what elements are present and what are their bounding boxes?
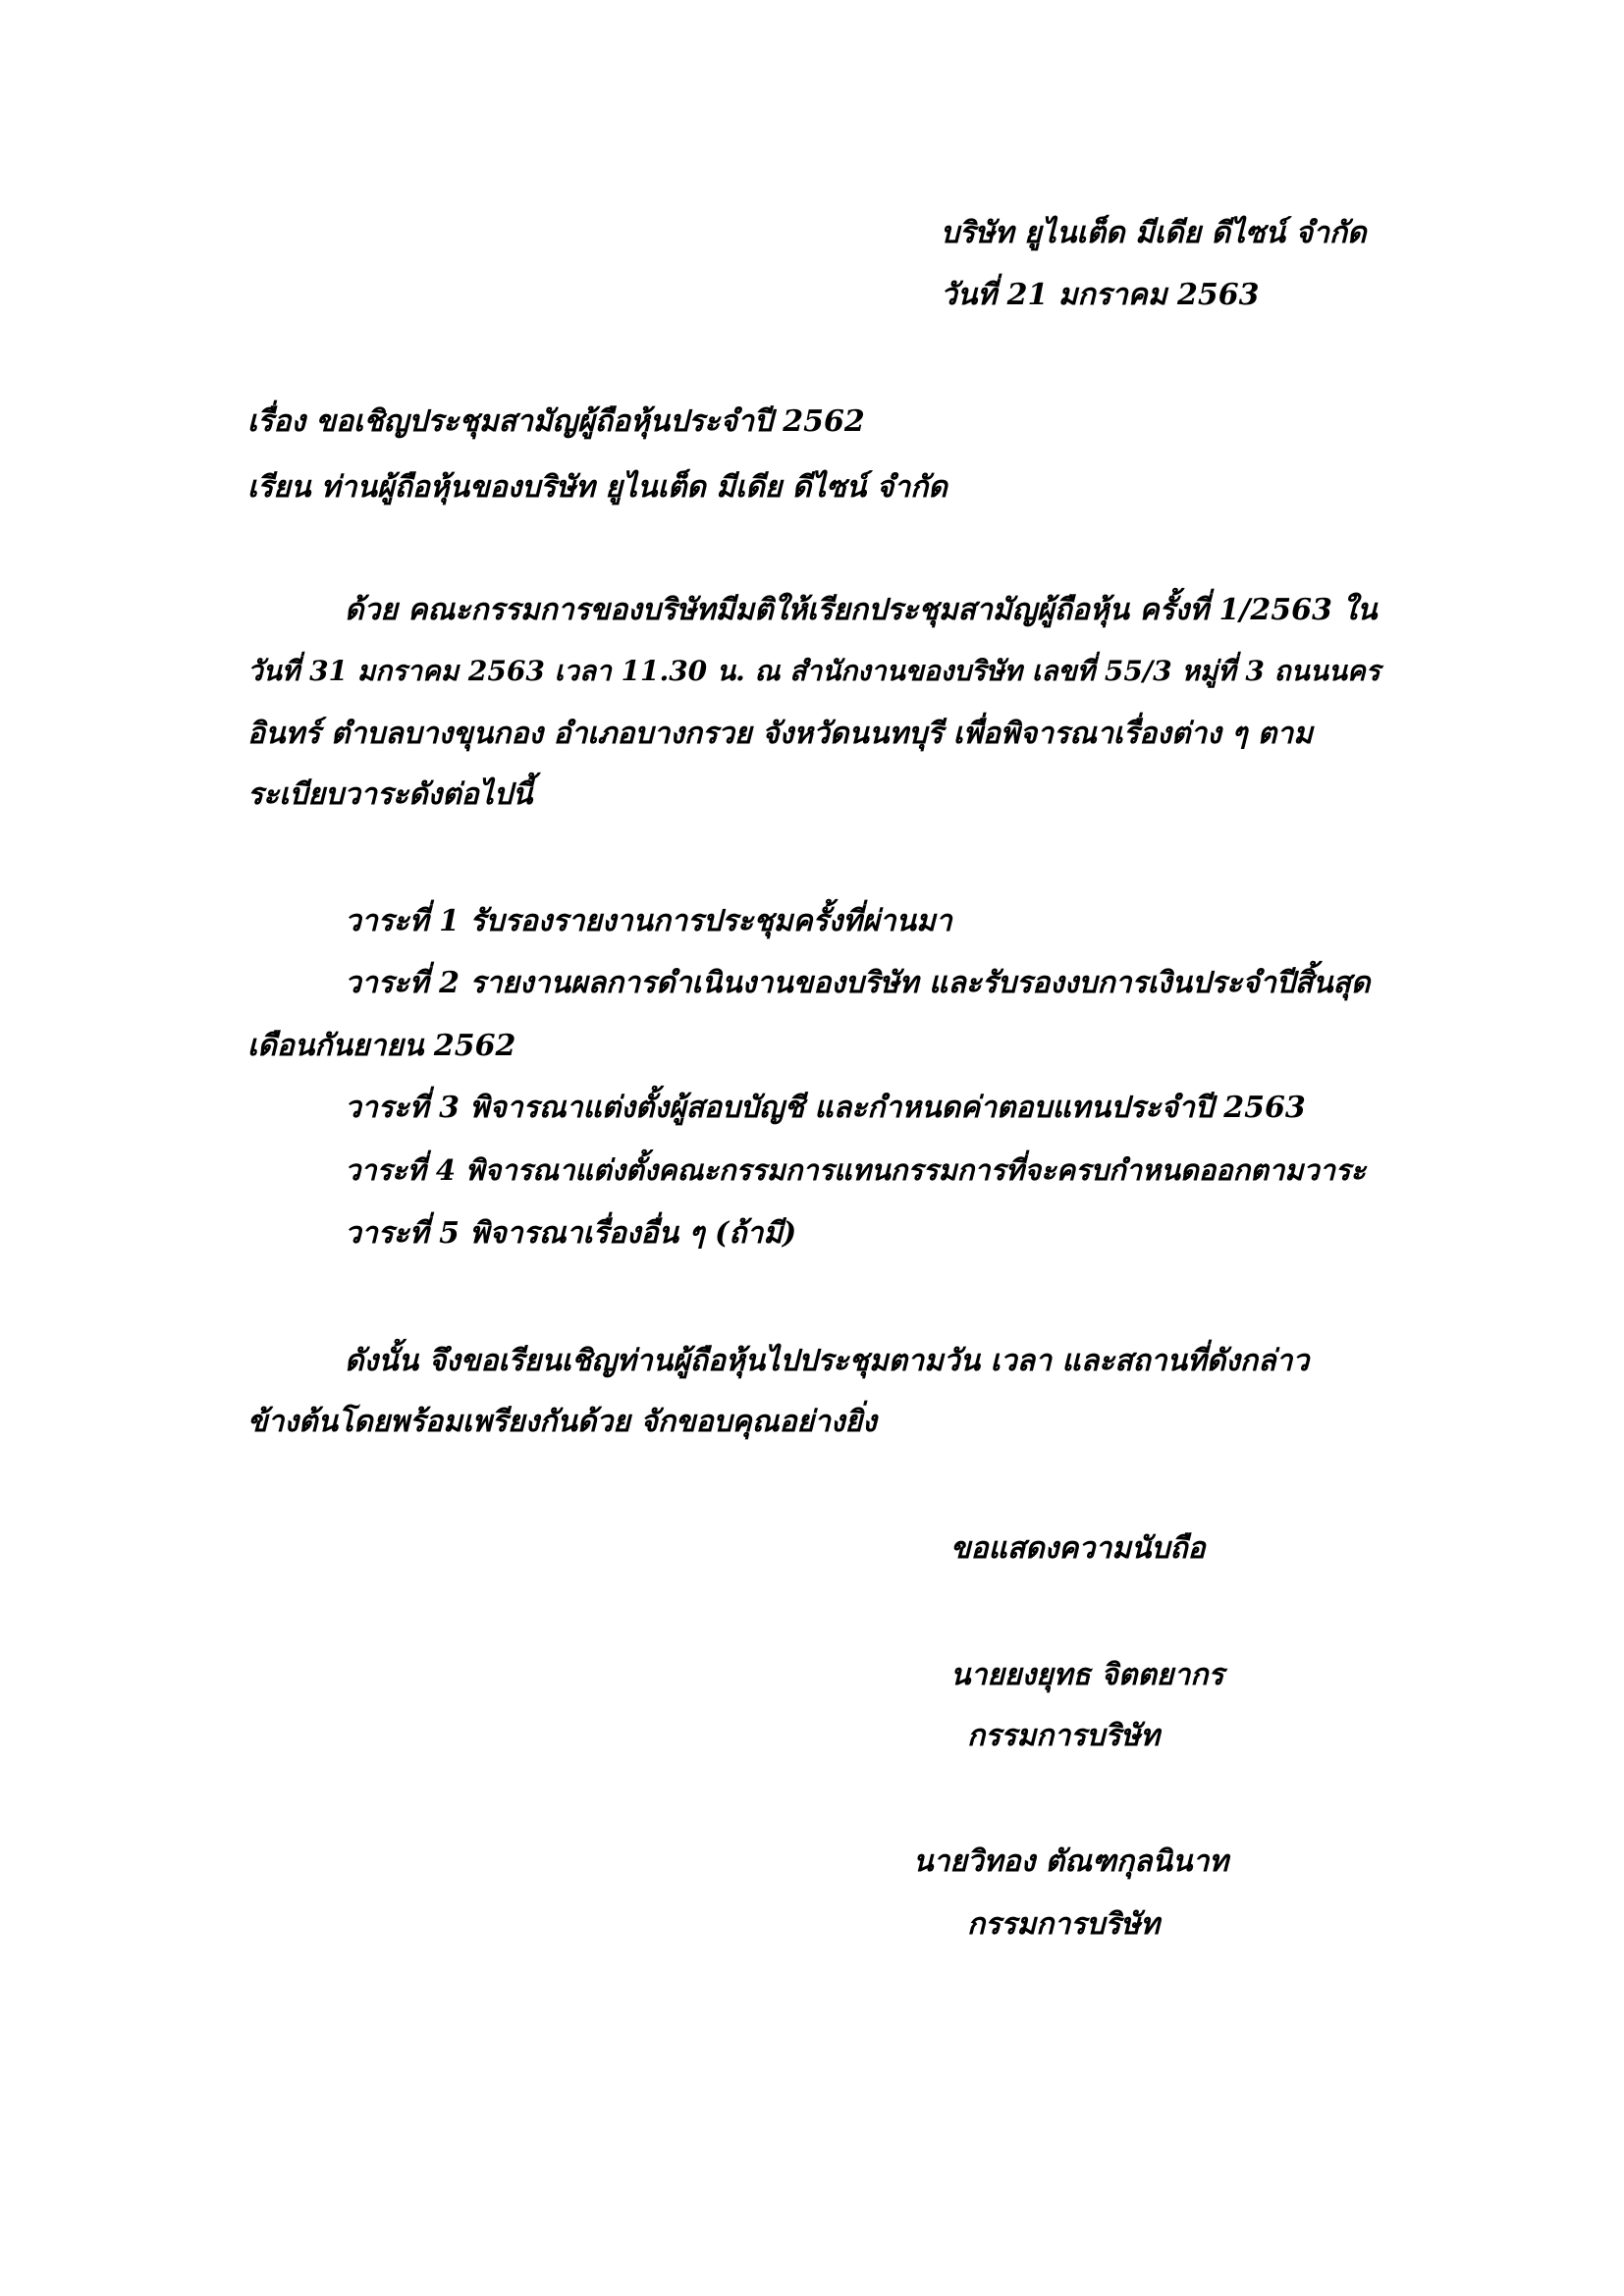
agenda-item: วาระที่ 3 พิจารณาแต่งตั้งผู้สอบบัญชี และกำหนดค่าตอบแทนประจำปี 2563 [345, 1091, 1306, 1125]
signatory-name: นายวิทอง ตัณฑกุลนินาท [913, 1844, 1229, 1879]
closing-paragraph-line: ดังนั้น จึงขอเรียนเชิญท่านผู้ถือหุ้นไปประชุมตามวัน เวลา และสถานที่ดังกล่าว [345, 1344, 1310, 1378]
body-paragraph-line: ด้วย คณะกรรมการของบริษัทมีมติให้เรียกประชุมสามัญผู้ถือหุ้น ครั้งที่ 1/2563 ใน [345, 593, 1378, 627]
letter-subject: เรื่อง ขอเชิญประชุมสามัญผู้ถือหุ้นประจำปี 2562 [247, 404, 865, 439]
letter-date: วันที่ 21 มกราคม 2563 [941, 278, 1260, 312]
closing-paragraph-line: ข้างต้นโดยพร้อมเพรียงกันด้วย จักขอบคุณอย่างยิ่ง [247, 1405, 877, 1439]
signatory-title: กรรมการบริษัท [967, 1719, 1160, 1753]
signatory-title: กรรมการบริษัท [967, 1907, 1160, 1942]
agenda-item-continuation: เดือนกันยายน 2562 [247, 1029, 516, 1063]
agenda-item: วาระที่ 5 พิจารณาเรื่องอื่น ๆ (ถ้ามี) [345, 1216, 797, 1251]
body-paragraph-line: อินทร์ ตำบลบางขุนกอง อำเภอบางกรวย จังหวัดนนทบุรี เพื่อพิจารณาเรื่องต่าง ๆ ตาม [247, 717, 1313, 751]
company-name: บริษัท ยูไนเต็ด มีเดีย ดีไซน์ จำกัด [941, 216, 1367, 250]
body-paragraph-line: วันที่ 31 มกราคม 2563 เวลา 11.30 น. ณ สำนักงานของบริษัท เลขที่ 55/3 หมู่ที่ 3 ถนนนคร [247, 655, 1380, 687]
sign-off: ขอแสดงความนับถือ [950, 1531, 1206, 1566]
letter-recipient: เรียน ท่านผู้ถือหุ้นของบริษัท ยูไนเต็ด มีเดีย ดีไซน์ จำกัด [247, 470, 947, 505]
body-paragraph-line: ระเบียบวาระดังต่อไปนี้ [247, 777, 533, 812]
agenda-item: วาระที่ 1 รับรองรายงานการประชุมครั้งที่ผ่านมา [345, 904, 952, 938]
agenda-item: วาระที่ 4 พิจารณาแต่งตั้งคณะกรรมการแทนกรรมการที่จะครบกำหนดออกตามวาระ [345, 1153, 1367, 1187]
signatory-name: นายยงยุทธ จิตตยากร [950, 1658, 1224, 1692]
agenda-item: วาระที่ 2 รายงานผลการดำเนินงานของบริษัท และรับรองงบการเงินประจำปีสิ้นสุด [345, 966, 1371, 1000]
